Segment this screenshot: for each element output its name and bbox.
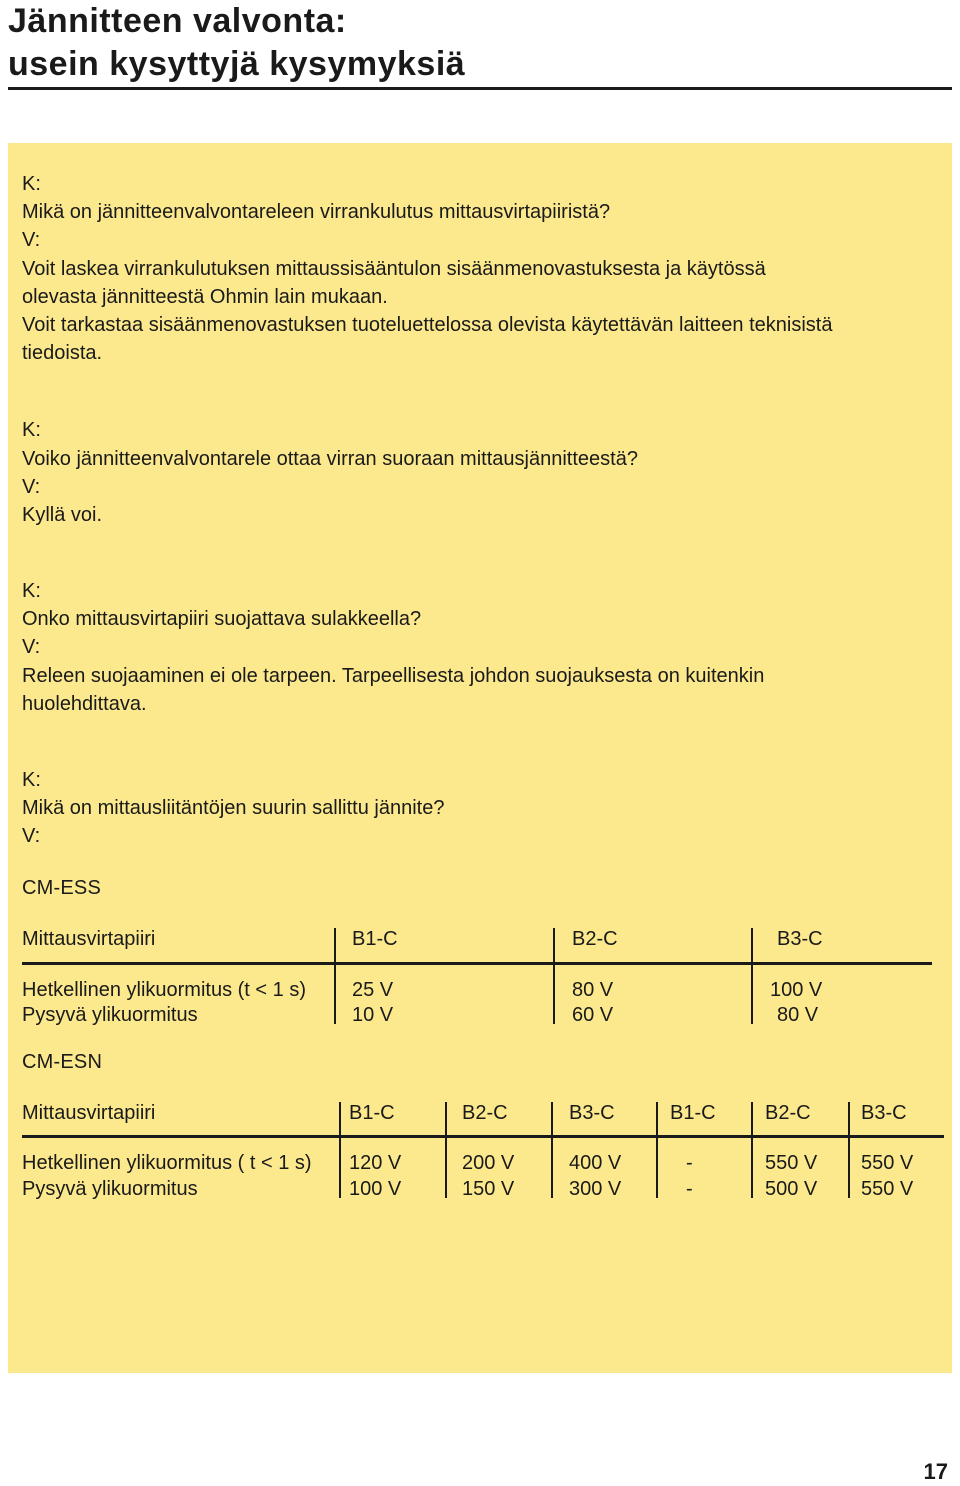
question-label: K:	[22, 580, 41, 602]
answer-line: tiedoista.	[22, 342, 103, 364]
table-cell: 150 V	[462, 1178, 515, 1200]
table-cell: -	[686, 1178, 693, 1200]
table-cell: Pysyvä ylikuormitus	[22, 1178, 198, 1200]
table-header-cell: B2-C	[572, 928, 618, 950]
table-cell: 400 V	[569, 1152, 622, 1174]
table-cell: 80 V	[777, 1004, 819, 1026]
table-cell: 300 V	[569, 1178, 622, 1200]
table-column-divider	[656, 1102, 658, 1198]
table-column-divider	[339, 1102, 341, 1198]
table-column-divider	[551, 1102, 553, 1198]
title-underline	[8, 87, 952, 90]
page-title	[8, 0, 465, 86]
question-label: K:	[22, 173, 41, 195]
answer-line: Voit laskea virrankulutuksen mittaussisääntulon sisäänmenovastuksesta ja käytössä	[22, 258, 766, 280]
answer-line: Kyllä voi.	[22, 504, 103, 526]
table-header-cell: Mittausvirtapiiri	[22, 928, 156, 950]
table-cell: 25 V	[352, 979, 394, 1001]
table-column-divider	[553, 928, 555, 1024]
answer-label: V:	[22, 229, 41, 251]
table-cell: 550 V	[861, 1152, 914, 1174]
table-cell: Hetkellinen ylikuormitus ( t < 1 s)	[22, 1152, 312, 1174]
table-column-divider	[751, 928, 753, 1024]
page-number: 17	[923, 1459, 948, 1484]
question-text: Mikä on jännitteenvalvontareleen virrankulutus mittausvirtapiiristä?	[22, 201, 611, 223]
table-cell: -	[686, 1152, 693, 1174]
table-model-name: CM-ESN	[22, 1051, 103, 1073]
table-cell: 120 V	[349, 1152, 402, 1174]
table-column-divider	[445, 1102, 447, 1198]
table-cell: 550 V	[765, 1152, 818, 1174]
answer-label: V:	[22, 636, 41, 658]
table-cell: 500 V	[765, 1178, 818, 1200]
table-header-rule	[22, 962, 932, 965]
question-text: Voiko jännitteenvalvontarele ottaa virran suoraan mittausjännitteestä?	[22, 448, 638, 470]
question-label: K:	[22, 769, 41, 791]
table-cell: 100 V	[770, 979, 823, 1001]
table-header-cell: B1-C	[670, 1102, 716, 1124]
table-cell: Hetkellinen ylikuormitus (t < 1 s)	[22, 979, 306, 1001]
table-header-cell: B2-C	[462, 1102, 508, 1124]
table-cell: 60 V	[572, 1004, 614, 1026]
table-cell: 100 V	[349, 1178, 402, 1200]
answer-label: V:	[22, 476, 41, 498]
answer-line: Voit tarkastaa sisäänmenovastuksen tuoteluettelossa olevista käytettävän laitteen teknisistä	[22, 314, 833, 336]
question-text: Onko mittausvirtapiiri suojattava sulakkeella?	[22, 608, 422, 630]
table-header-cell: B1-C	[349, 1102, 395, 1124]
table-column-divider	[751, 1102, 753, 1198]
table-model-name: CM-ESS	[22, 877, 101, 899]
page-title-line-2: usein kysyttyjä kysymyksiä	[8, 45, 466, 83]
table-header-cell: B2-C	[765, 1102, 811, 1124]
question-text: Mikä on mittausliitäntöjen suurin sallittu jännite?	[22, 797, 445, 819]
table-header-cell: B3-C	[569, 1102, 615, 1124]
answer-label: V:	[22, 825, 41, 847]
table-cell: Pysyvä ylikuormitus	[22, 1004, 198, 1026]
table-cell: 80 V	[572, 979, 614, 1001]
table-column-divider	[848, 1102, 850, 1198]
table-cell: 200 V	[462, 1152, 515, 1174]
table-cell: 10 V	[352, 1004, 394, 1026]
table-cell: 550 V	[861, 1178, 914, 1200]
table-header-cell: B3-C	[861, 1102, 907, 1124]
question-label: K:	[22, 419, 41, 441]
table-header-cell: Mittausvirtapiiri	[22, 1102, 156, 1124]
answer-line: olevasta jännitteestä Ohmin lain mukaan.	[22, 286, 388, 308]
table-header-cell: B3-C	[777, 928, 823, 950]
table-column-divider	[334, 928, 336, 1024]
page-title-line-1: Jännitteen valvonta:	[8, 2, 347, 40]
answer-line: Releen suojaaminen ei ole tarpeen. Tarpeellisesta johdon suojauksesta on kuitenkin	[22, 665, 765, 687]
table-header-cell: B1-C	[352, 928, 398, 950]
table-header-rule	[22, 1135, 944, 1138]
answer-line: huolehdittava.	[22, 693, 147, 715]
